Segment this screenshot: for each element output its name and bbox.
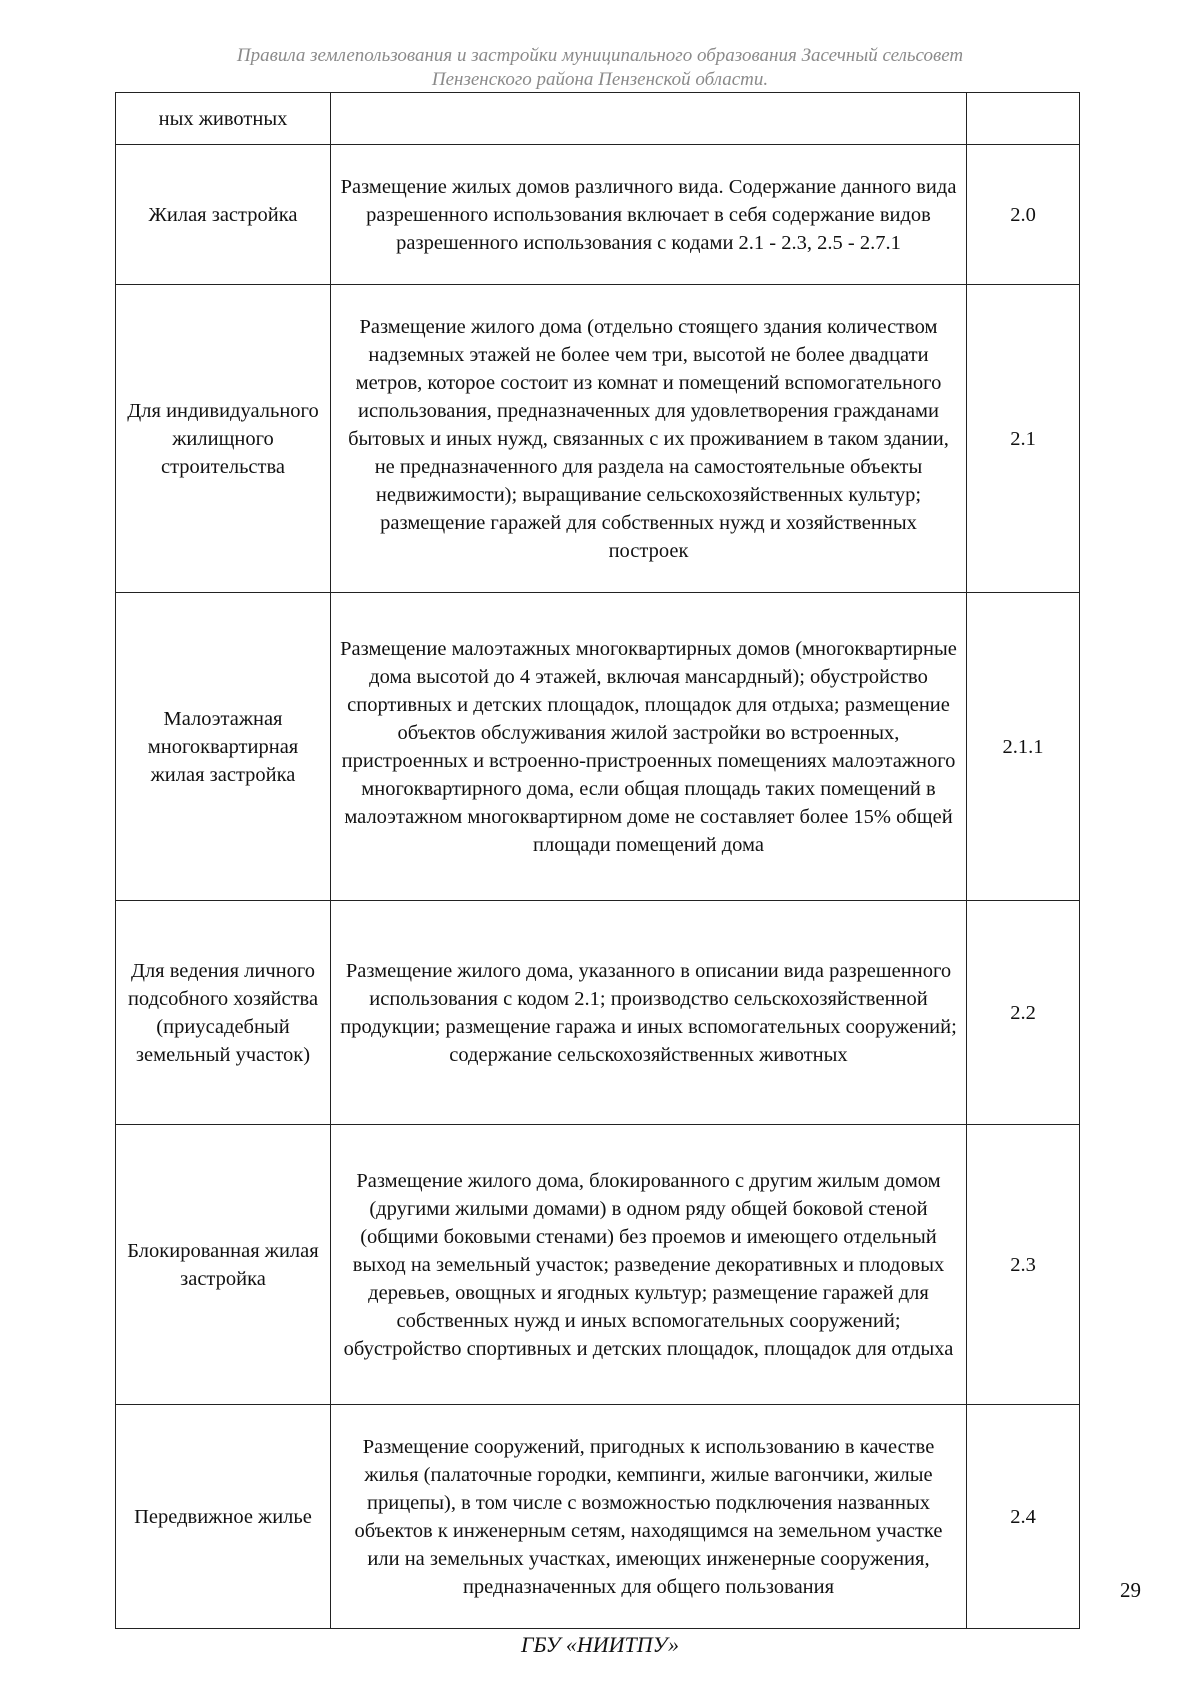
- table-row: [116, 1125, 1080, 1405]
- land-use-table: [115, 92, 1080, 1629]
- use-type-description: Размещение жилого дома, блокированного с другим жилым домом (другими жилыми домами) в одном ряду общей боковой стеной (общими боковыми стенами) без проемов и имеющего отдельный выход на земельный участок; разведение декоративных и плодовых деревьев, овощных и ягодных культур; размещение гаражей для собственных нужд и иных вспомогательных сооружений; обустройство спортивных и детских площадок, площадок для отдыха: [331, 1125, 967, 1405]
- use-type-name: Для индивидуального жилищного строительства: [116, 285, 331, 593]
- use-type-name: Для ведения личного подсобного хозяйства (приусадебный земельный участок): [116, 901, 331, 1125]
- use-type-name: Передвижное жилье: [116, 1405, 331, 1629]
- use-type-description: Размещение жилого дома (отдельно стоящего здания количеством надземных этажей не более чем три, высотой не более двадцати метров, которое состоит из комнат и помещений вспомогательного использования, предназначенных для удовлетворения гражданами бытовых и иных нужд, связанных с их проживанием в таком здании, не предназначенного для раздела на самостоятельные объекты недвижимости); выращивание сельскохозяйственных культур; размещение гаражей для собственных нужд и хозяйственных построек: [331, 285, 967, 593]
- use-type-code: 2.2: [967, 901, 1080, 1125]
- use-type-name: Блокированная жилая застройка: [116, 1125, 331, 1405]
- use-type-code: [967, 93, 1080, 145]
- table-row: [116, 901, 1080, 1125]
- table-row: [116, 593, 1080, 901]
- use-type-description: [331, 93, 967, 145]
- use-type-description: Размещение жилого дома, указанного в описании вида разрешенного использования с кодом 2.1; производство сельскохозяйственной продукции; размещение гаража и иных вспомогательных сооружений; содержание сельскохозяйственных животных: [331, 901, 967, 1125]
- table-row: [116, 285, 1080, 593]
- use-type-name: Малоэтажная многоквартирная жилая застройка: [116, 593, 331, 901]
- running-header-line-1: Правила землепользования и застройки муниципального образования Засечный сельсовет: [236, 45, 964, 66]
- use-type-description: Размещение сооружений, пригодных к использованию в качестве жилья (палаточные городки, кемпинги, жилые вагончики, жилые прицепы), в том числе с возможностью подключения названных объектов к инженерным сетям, находящимся на земельном участке или на земельных участках, имеющих инженерные сооружения, предназначенных для общего пользования: [331, 1405, 967, 1629]
- use-type-code: 2.3: [967, 1125, 1080, 1405]
- running-header: [150, 44, 1050, 92]
- use-type-name: ных животных: [116, 93, 331, 145]
- use-type-name: Жилая застройка: [116, 145, 331, 285]
- table-row: [116, 1405, 1080, 1629]
- use-type-code: 2.1.1: [967, 593, 1080, 901]
- use-type-code: 2.0: [967, 145, 1080, 285]
- table-row: [116, 93, 1080, 145]
- footer-organization: ГБУ «НИИТПУ»: [520, 1632, 680, 1657]
- page-number: 29: [1120, 1578, 1141, 1602]
- use-type-code: 2.4: [967, 1405, 1080, 1629]
- table-row: [116, 145, 1080, 285]
- running-header-line-2: Пензенского района Пензенской области.: [431, 69, 769, 90]
- use-type-description: Размещение жилых домов различного вида. Содержание данного вида разрешенного использования включает в себя содержание видов разрешенного использования с кодами 2.1 - 2.3, 2.5 - 2.7.1: [331, 145, 967, 285]
- use-type-code: 2.1: [967, 285, 1080, 593]
- use-type-description: Размещение малоэтажных многоквартирных домов (многоквартирные дома высотой до 4 этажей, включая мансардный); обустройство спортивных и детских площадок, площадок для отдыха; размещение объектов обслуживания жилой застройки во встроенных, пристроенных и встроенно-пристроенных помещениях малоэтажного многоквартирного дома, если общая площадь таких помещений в малоэтажном многоквартирном доме не составляет более 15% общей площади помещений дома: [331, 593, 967, 901]
